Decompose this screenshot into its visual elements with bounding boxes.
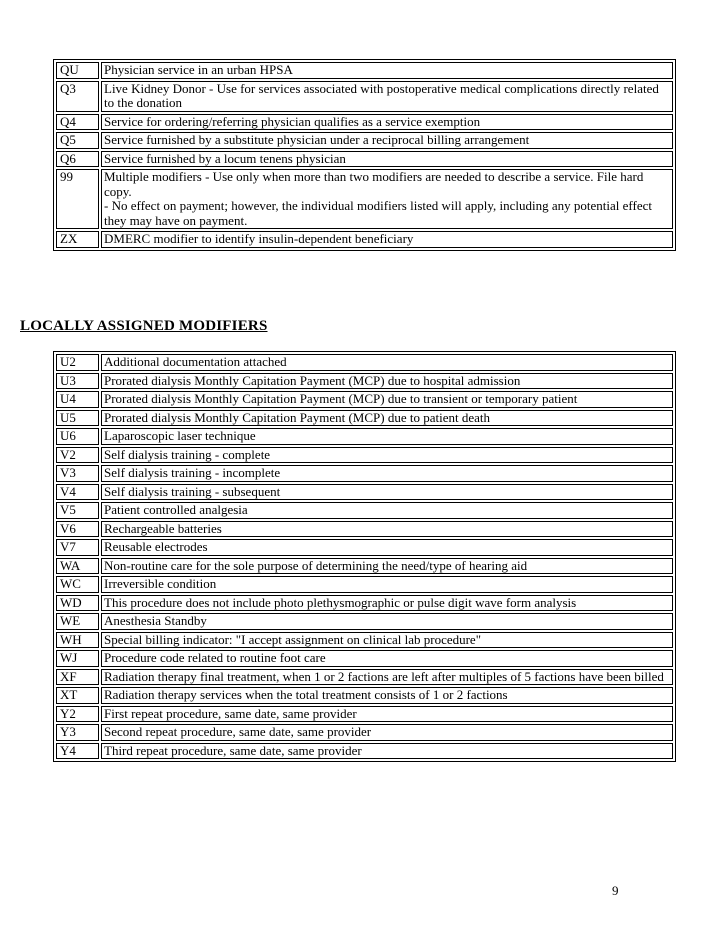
modifier-description (101, 743, 673, 760)
modifier-description-text: - No effect on payment; however, the individual modifiers listed will apply, including any potential effect they may have on payment. (104, 198, 652, 228)
modifier-description-text: Service furnished by a substitute physician under a reciprocal billing arrangement (104, 132, 530, 147)
modifier-description (101, 447, 673, 464)
modifier-description-text: Third repeat procedure, same date, same provider (104, 742, 362, 758)
modifier-description (101, 706, 673, 723)
modifier-description-text: Rechargeable batteries (104, 520, 222, 536)
modifier-description (101, 354, 673, 371)
modifier-code: Q6 (56, 151, 99, 168)
modifier-description-text: Second repeat procedure, same date, same provider (104, 724, 372, 739)
modifier-description-text: Service for ordering/referring physician qualifies as a service exemption (104, 113, 481, 129)
modifier-row (56, 447, 673, 464)
modifier-description-text: Laparoscopic laser technique (104, 428, 256, 443)
modifier-description (101, 539, 673, 556)
modifier-row (56, 465, 673, 482)
modifier-code: Y4 (56, 743, 99, 760)
modifier-row (56, 62, 673, 79)
modifier-row (56, 539, 673, 556)
modifier-description-text: Irreversible condition (104, 576, 217, 591)
modifier-description-text: Self dialysis training - subsequent (104, 483, 281, 499)
modifier-row (56, 613, 673, 630)
modifier-code: U2 (56, 354, 99, 371)
locally-assigned-modifiers-heading: LOCALLY ASSIGNED MODIFIERS (20, 318, 268, 334)
modifier-description (101, 465, 673, 482)
modifier-code: QU (56, 62, 99, 79)
modifier-row (56, 169, 673, 229)
modifier-description (101, 650, 673, 667)
modifier-code: WC (56, 576, 99, 593)
modifier-description (101, 687, 673, 704)
modifier-row (56, 151, 673, 168)
modifier-row (56, 428, 673, 445)
modifier-description-text: DMERC modifier to identify insulin-dependent beneficiary (104, 231, 414, 246)
federal-modifiers-body (56, 62, 673, 248)
modifier-code: WA (56, 558, 99, 575)
modifier-description (101, 62, 673, 79)
modifier-code: V7 (56, 539, 99, 556)
modifier-code: WH (56, 632, 99, 649)
modifier-row (56, 410, 673, 427)
local-modifiers-body (56, 354, 673, 759)
modifier-description (101, 410, 673, 427)
modifier-row (56, 650, 673, 667)
modifier-description-text: Multiple modifiers - Use only when more than two modifiers are needed to describe a service. File hard copy. (104, 169, 644, 199)
modifier-description (101, 231, 673, 248)
modifier-description (101, 502, 673, 519)
modifier-code: 99 (56, 169, 99, 229)
modifier-row (56, 669, 673, 686)
modifier-code: V5 (56, 502, 99, 519)
modifier-row (56, 595, 673, 612)
modifier-description (101, 632, 673, 649)
modifier-description-text: Service furnished by a locum tenens physician (104, 150, 346, 166)
modifier-code: WD (56, 595, 99, 612)
modifier-description-text: Live Kidney Donor - Use for services associated with postoperative medical complications directly related to the donation (104, 80, 659, 110)
modifier-description-text: Prorated dialysis Monthly Capitation Payment (MCP) due to transient or temporary patient (104, 391, 578, 406)
modifier-code: U5 (56, 410, 99, 427)
modifier-description (101, 428, 673, 445)
modifier-row (56, 576, 673, 593)
modifier-description-text: Patient controlled analgesia (104, 502, 248, 517)
modifier-description (101, 595, 673, 612)
modifier-description-text: Additional documentation attached (104, 354, 287, 369)
federal-modifiers-table (53, 59, 676, 251)
modifier-code: V3 (56, 465, 99, 482)
modifier-code: V6 (56, 521, 99, 538)
modifier-description-text: Special billing indicator: "I accept assignment on clinical lab procedure" (104, 631, 482, 647)
modifier-description-text: Radiation therapy services when the total treatment consists of 1 or 2 factions (104, 687, 508, 702)
modifier-row (56, 743, 673, 760)
modifier-row (56, 391, 673, 408)
modifier-row (56, 373, 673, 390)
modifier-description-text: Physician service in an urban HPSA (104, 62, 293, 77)
modifier-code: V2 (56, 447, 99, 464)
modifier-row (56, 502, 673, 519)
modifier-code: XT (56, 687, 99, 704)
modifier-code: U4 (56, 391, 99, 408)
modifier-description-text: First repeat procedure, same date, same provider (104, 705, 357, 721)
modifier-description (101, 724, 673, 741)
modifier-description-text: This procedure does not include photo plethysmographic or pulse digit wave form analysis (104, 594, 577, 610)
modifier-description (101, 391, 673, 408)
modifier-description (101, 576, 673, 593)
modifier-code: ZX (56, 231, 99, 248)
modifier-row (56, 484, 673, 501)
modifier-description (101, 484, 673, 501)
modifier-description (101, 521, 673, 538)
modifier-code: Q5 (56, 132, 99, 149)
modifier-description (101, 114, 673, 131)
modifier-description (101, 81, 673, 112)
modifier-code: WJ (56, 650, 99, 667)
modifier-description (101, 373, 673, 390)
modifier-description (101, 613, 673, 630)
modifier-code: Y3 (56, 724, 99, 741)
modifier-code: U3 (56, 373, 99, 390)
modifier-code: XF (56, 669, 99, 686)
modifier-description (101, 132, 673, 149)
modifier-description-text: Reusable electrodes (104, 539, 208, 554)
modifier-row (56, 724, 673, 741)
modifier-description (101, 558, 673, 575)
modifier-code: V4 (56, 484, 99, 501)
modifier-code: Y2 (56, 706, 99, 723)
modifier-description-text: Radiation therapy final treatment, when 1 or 2 factions are left after multiples of 5 factions have been billed (104, 668, 664, 684)
modifier-description-text: Prorated dialysis Monthly Capitation Payment (MCP) due to patient death (104, 409, 490, 425)
modifier-description (101, 151, 673, 168)
modifier-code: Q4 (56, 114, 99, 131)
modifier-row (56, 354, 673, 371)
modifier-description (101, 669, 673, 686)
modifier-description-text: Self dialysis training - complete (104, 446, 271, 462)
modifier-row (56, 114, 673, 131)
page-number: 9 (612, 883, 619, 898)
modifier-description-text: Anesthesia Standby (104, 613, 207, 628)
modifier-row (56, 231, 673, 248)
local-modifiers-table (53, 351, 676, 762)
modifier-description-text: Self dialysis training - incomplete (104, 465, 281, 480)
modifier-description-text: Non-routine care for the sole purpose of determining the need/type of hearing aid (104, 557, 528, 573)
modifier-row (56, 558, 673, 575)
modifier-row (56, 81, 673, 112)
modifier-code: Q3 (56, 81, 99, 112)
modifier-row (56, 632, 673, 649)
modifier-row (56, 132, 673, 149)
modifier-description-text: Prorated dialysis Monthly Capitation Payment (MCP) due to hospital admission (104, 372, 521, 388)
modifier-description (101, 169, 673, 229)
modifier-code: U6 (56, 428, 99, 445)
modifier-code: WE (56, 613, 99, 630)
modifier-row (56, 521, 673, 538)
modifier-description-text: Procedure code related to routine foot care (104, 650, 326, 665)
modifier-row (56, 706, 673, 723)
modifier-row (56, 687, 673, 704)
